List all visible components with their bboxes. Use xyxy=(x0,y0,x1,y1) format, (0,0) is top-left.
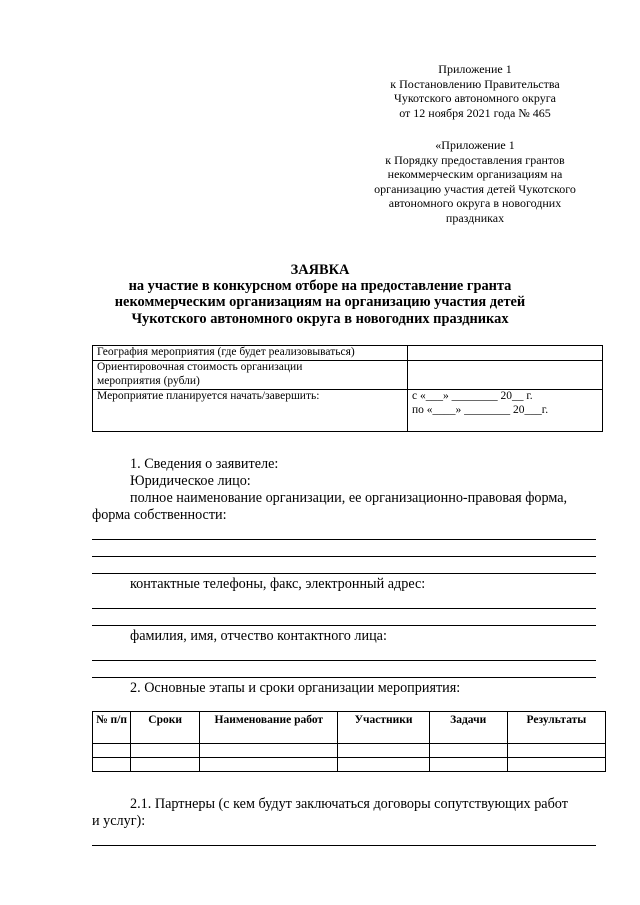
table-cell[interactable] xyxy=(338,744,429,758)
end-date-line: по «____» ________ 20___г. xyxy=(412,403,549,416)
table-cell[interactable] xyxy=(131,758,200,772)
cost-label xyxy=(93,361,408,390)
fill-line[interactable] xyxy=(92,677,596,678)
appendix-1-line: Чукотского автономного округа xyxy=(394,91,556,106)
stages-table xyxy=(92,711,606,772)
appendix-1-line: Приложение 1 xyxy=(438,62,512,76)
appendix-1-block xyxy=(350,62,600,120)
table-row xyxy=(93,361,603,390)
appendix-2-line: праздниках xyxy=(445,210,505,225)
section-2-1-heading-continued: и услуг): xyxy=(92,813,146,829)
fill-line[interactable] xyxy=(92,539,596,540)
table-row xyxy=(93,390,603,432)
appendix-2-line: некоммерческим организациям на xyxy=(387,167,563,182)
table-cell[interactable] xyxy=(200,758,338,772)
event-info-table xyxy=(92,345,603,432)
appendix-2-line: автономного округа в новогодних xyxy=(388,196,562,211)
table-cell[interactable] xyxy=(93,744,131,758)
fill-line[interactable] xyxy=(92,845,596,846)
table-row xyxy=(93,758,606,772)
section-2-1-heading: 2.1. Партнеры (с кем будут заключаться договоры сопутствующих работ xyxy=(130,796,568,812)
contact-person-label: фамилия, имя, отчество контактного лица: xyxy=(130,628,387,644)
table-cell[interactable] xyxy=(200,744,338,758)
full-name-label-continued: форма собственности: xyxy=(92,507,227,523)
legal-entity-label: Юридическое лицо: xyxy=(130,473,251,489)
title-heading: ЗАЯВКА xyxy=(290,262,350,278)
fill-line[interactable] xyxy=(92,556,596,557)
cost-value[interactable] xyxy=(408,361,603,390)
title-line: Чукотского автономного округа в новогодних праздниках xyxy=(131,310,509,327)
table-cell[interactable] xyxy=(338,758,429,772)
cost-label-line: мероприятия (рубли) xyxy=(97,374,200,387)
fill-line[interactable] xyxy=(92,573,596,574)
column-header-dates: Сроки xyxy=(131,712,200,744)
section-1-heading: 1. Сведения о заявителе: xyxy=(130,456,279,472)
section-2-heading: 2. Основные этапы и сроки организации мероприятия: xyxy=(130,680,461,696)
appendix-2-line: «Приложение 1 xyxy=(435,138,515,152)
geography-value[interactable] xyxy=(408,346,603,361)
appendix-2-block xyxy=(350,138,600,226)
cost-label-line: Ориентировочная стоимость организации xyxy=(97,361,303,373)
column-header-works: Наименование работ xyxy=(200,712,338,744)
fill-line[interactable] xyxy=(92,625,596,626)
contacts-label: контактные телефоны, факс, электронный адрес: xyxy=(130,576,426,592)
table-cell[interactable] xyxy=(429,758,507,772)
table-cell[interactable] xyxy=(429,744,507,758)
dates-label: Мероприятие планируется начать/завершить: xyxy=(93,390,408,432)
table-row xyxy=(93,346,603,361)
table-row xyxy=(93,744,606,758)
table-cell[interactable] xyxy=(93,758,131,772)
start-date-line: с «___» ________ 20__ г. xyxy=(412,390,533,402)
table-cell[interactable] xyxy=(507,744,605,758)
table-header-row xyxy=(93,712,606,744)
column-header-participants: Участники xyxy=(338,712,429,744)
table-cell[interactable] xyxy=(131,744,200,758)
full-name-label: полное наименование организации, ее организационно-правовая форма, xyxy=(130,490,568,506)
appendix-1-line: от 12 ноября 2021 года № 465 xyxy=(399,105,551,120)
fill-line[interactable] xyxy=(92,608,596,609)
appendix-2-line: организацию участия детей Чукотского xyxy=(374,181,576,196)
fill-line[interactable] xyxy=(92,660,596,661)
table-cell[interactable] xyxy=(507,758,605,772)
document-title xyxy=(60,262,580,327)
appendix-1-line: к Постановлению Правительства xyxy=(390,76,560,91)
dates-value[interactable] xyxy=(408,390,603,432)
title-line: на участие в конкурсном отборе на предоставление гранта xyxy=(128,278,512,295)
column-header-tasks: Задачи xyxy=(429,712,507,744)
column-header-results: Результаты xyxy=(507,712,605,744)
appendix-2-line: к Порядку предоставления грантов xyxy=(385,152,565,167)
geography-label: География мероприятия (где будет реализовываться) xyxy=(93,346,408,361)
title-line: некоммерческим организациям на организацию участия детей xyxy=(114,294,526,311)
column-header-number: № п/п xyxy=(93,712,131,744)
